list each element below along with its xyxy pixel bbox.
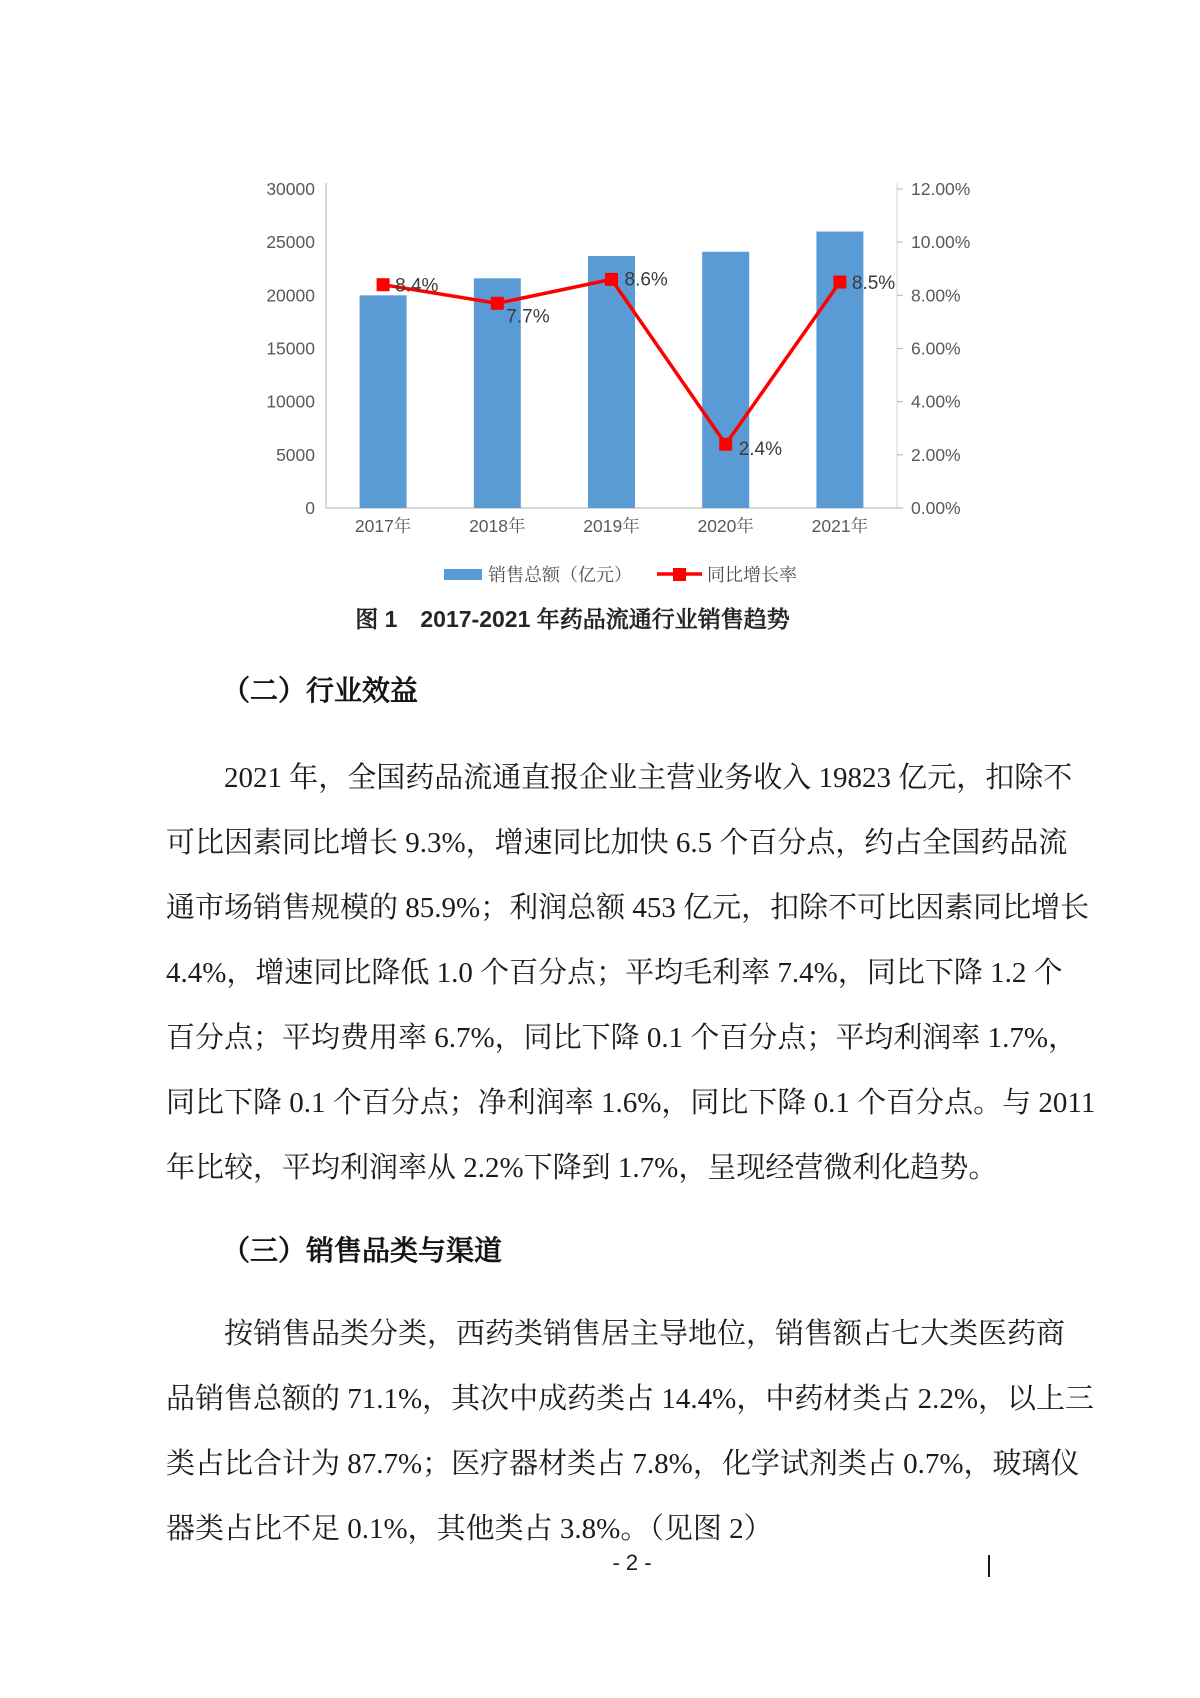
right-axis-tick-label: 2.00% [911, 444, 961, 465]
legend-bar-label: 销售总额（亿元） [488, 565, 632, 585]
x-axis-label: 2020年 [697, 516, 754, 536]
right-axis-tick-label: 4.00% [911, 391, 961, 412]
right-axis-tick-label: 10.00% [911, 232, 971, 253]
left-axis-tick-label: 10000 [266, 391, 315, 412]
body-line: 同比下降 0.1 个百分点；净利润率 1.6%，同比下降 0.1 个百分点。与 2011 [166, 1087, 1096, 1119]
legend-line-label: 同比增长率 [707, 565, 797, 585]
x-axis-label: 2017年 [354, 516, 412, 536]
left-axis-tick-label: 20000 [266, 285, 315, 306]
bar-2020年 [702, 252, 749, 508]
x-axis-label: 2018年 [469, 516, 526, 536]
bar-2017年 [360, 295, 407, 508]
body-line: 器类占比不足 0.1%，其他类占 3.8%。（见图 2） [166, 1513, 773, 1545]
line-marker [719, 438, 732, 451]
legend-line-marker [673, 568, 686, 581]
left-axis-tick-label: 5000 [276, 444, 315, 465]
body-line: 2021 年，全国药品流通直报企业主营业务收入 19823 亿元，扣除不 [224, 762, 1073, 794]
paragraph-industry-benefit [166, 746, 1096, 1201]
figure1-chart [230, 150, 980, 590]
line-marker [377, 278, 390, 291]
bar-2019年 [588, 256, 635, 508]
x-axis-label: 2021年 [811, 516, 869, 536]
figure1-caption: 图 1 2017-2021 年药品流通行业销售趋势 [355, 606, 790, 632]
body-line: 按销售品类分类，西药类销售居主导地位，销售额占七大类医药商 [224, 1318, 1066, 1350]
line-point-label: 8.6% [624, 269, 668, 291]
line-point-label: 8.4% [395, 275, 439, 297]
line-marker [833, 276, 846, 289]
figure1-chart-canvas [230, 150, 980, 590]
line-point-label: 8.5% [851, 273, 896, 295]
right-axis-tick-label: 0.00% [911, 498, 961, 518]
x-axis-label: 2019年 [583, 516, 640, 536]
section-heading-industry-benefit: （二）行业效益 [222, 676, 419, 707]
body-line: 品销售总额的 71.1%，其次中成药类占 14.4%，中药材类占 2.2%，以上三 [166, 1383, 1094, 1415]
paragraph-sales-categories [166, 1302, 1094, 1562]
body-line: 可比因素同比增长 9.3%，增速同比加快 6.5 个百分点，约占全国药品流 [166, 827, 1068, 859]
body-line: 年比较，平均利润率从 2.2%下降到 1.7%，呈现经营微利化趋势。 [166, 1152, 998, 1184]
right-axis-tick-label: 8.00% [911, 285, 961, 306]
left-axis-tick-label: 30000 [266, 179, 315, 199]
page-number: - 2 - [612, 1550, 652, 1575]
left-axis-tick-label: 15000 [266, 338, 315, 359]
left-axis-tick-label: 0 [305, 498, 315, 518]
line-point-label: 7.7% [506, 306, 550, 328]
body-line: 百分点；平均费用率 6.7%，同比下降 0.1 个百分点；平均利润率 1.7%， [166, 1022, 1078, 1054]
body-line: 通市场销售规模的 85.9%；利润总额 453 亿元，扣除不可比因素同比增长 [166, 892, 1090, 924]
body-line: 4.4%，增速同比降低 1.0 个百分点；平均毛利率 7.4%，同比下降 1.2 个 [166, 957, 1063, 989]
right-axis-tick-label: 12.00% [911, 179, 971, 199]
right-axis-tick-label: 6.00% [911, 338, 961, 359]
text-cursor [988, 1555, 990, 1577]
line-marker [491, 297, 504, 310]
line-marker [605, 273, 618, 286]
legend-bar-swatch [444, 569, 482, 580]
section-heading-sales-categories: （三）销售品类与渠道 [222, 1236, 503, 1267]
left-axis-tick-label: 25000 [266, 232, 315, 253]
line-point-label: 2.4% [738, 439, 783, 461]
body-line: 类占比合计为 87.7%；医疗器材类占 7.8%，化学试剂类占 0.7%，玻璃仪 [166, 1448, 1080, 1480]
